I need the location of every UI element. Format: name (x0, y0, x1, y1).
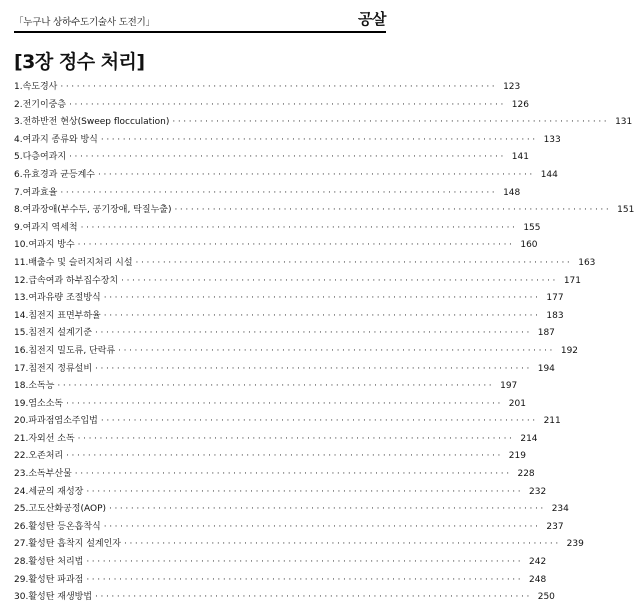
toc-entry-label: 20.파과점염소주입법 (14, 416, 98, 427)
toc-entry-label: 17.침전지 정류설비 (14, 363, 93, 374)
toc-entry[interactable] (14, 114, 633, 132)
toc-entry[interactable] (14, 413, 561, 431)
toc-entry-label: 27.활성탄 흡착지 설계인자 (14, 539, 121, 550)
toc-entry-label: 14.침전지 표면부하율 (14, 310, 101, 321)
toc-leader-dots: ················································································ (66, 451, 503, 462)
toc-entry-label: 4.여과지 종류와 방식 (14, 134, 98, 145)
toc-leader-dots: ················································································ (95, 328, 532, 339)
toc-entry[interactable] (14, 325, 555, 343)
toc-entry-label: 8.여과장애(부수두, 공기장애, 탁질누출) (14, 205, 172, 216)
toc-entry-page: 214 (520, 433, 538, 444)
toc-leader-dots: ················································································ (103, 310, 541, 321)
toc-entry[interactable] (14, 149, 529, 167)
toc-entry[interactable] (14, 202, 634, 220)
toc-entry-label: 30.활성탄 재생방법 (14, 592, 93, 603)
toc-entry-page: 131 (615, 117, 633, 128)
toc-entry[interactable] (14, 220, 541, 238)
toc-leader-dots: ················································································ (57, 381, 495, 392)
toc-entry-page: 234 (551, 504, 569, 515)
chapter-title: [3장 정수 처리] (14, 51, 145, 73)
toc-entry[interactable] (14, 466, 535, 484)
toc-leader-dots: ················································································ (86, 574, 524, 585)
book-title: 「누구나 상하수도기술사 도전기」 (14, 17, 155, 28)
toc-entry-page: 219 (508, 451, 526, 462)
toc-entry-label: 6.유효경과 균등계수 (14, 169, 96, 180)
toc-entry-page: 239 (566, 539, 584, 550)
toc-entry-label: 23.소독부산물 (14, 469, 72, 480)
toc-entry-page: 228 (517, 469, 535, 480)
toc-entry-label: 7.여과효율 (14, 187, 58, 198)
toc-entry-page: 144 (540, 169, 558, 180)
toc-leader-dots: ················································································ (69, 99, 506, 110)
toc-leader-dots: ················································································ (80, 222, 518, 233)
toc-leader-dots: ················································································ (60, 187, 498, 198)
toc-entry-page: 197 (500, 381, 518, 392)
toc-entry[interactable] (14, 167, 558, 185)
toc-entry-page: 148 (503, 187, 521, 198)
toc-entry[interactable] (14, 185, 521, 203)
toc-leader-dots: ················································································ (103, 521, 541, 532)
toc-entry-page: 155 (523, 222, 541, 233)
publisher-logo: 공살 (358, 10, 386, 28)
toc-entry[interactable] (14, 255, 596, 273)
toc-leader-dots: ················································································ (77, 433, 515, 444)
toc-entry[interactable] (14, 132, 561, 150)
toc-entry-label: 16.침전지 밀도류, 단락류 (14, 345, 116, 356)
toc-entry-page: 183 (546, 310, 564, 321)
toc-entry[interactable] (14, 554, 547, 572)
toc-leader-dots: ················································································ (95, 592, 532, 603)
toc-entry-page: 248 (529, 574, 547, 585)
toc-entry-page: 201 (508, 398, 526, 409)
toc-entry[interactable] (14, 501, 569, 519)
toc-leader-dots: ················································································ (74, 469, 512, 480)
toc-entry[interactable] (14, 79, 521, 97)
toc-leader-dots: ················································································ (109, 504, 546, 515)
toc-entry-page: 250 (537, 592, 555, 603)
toc-entry-label: 10.여과지 방수 (14, 240, 75, 251)
toc-entry-page: 160 (520, 240, 538, 251)
toc-entry-page: 237 (546, 521, 564, 532)
toc-entry[interactable] (14, 519, 564, 537)
toc-entry[interactable] (14, 536, 584, 554)
toc-leader-dots: ················································································ (100, 134, 538, 145)
toc-entry-label: 9.여과지 역세척 (14, 222, 78, 233)
toc-leader-dots: ················································································ (135, 257, 573, 268)
toc-entry[interactable] (14, 273, 581, 291)
toc-leader-dots: ················································································ (77, 240, 515, 251)
toc-entry-page: 177 (546, 293, 564, 304)
toc-entry-label: 5.다층여과지 (14, 152, 67, 163)
toc-leader-dots: ················································································ (118, 345, 556, 356)
toc-entry[interactable] (14, 589, 555, 607)
toc-entry-page: 194 (537, 363, 555, 374)
toc-leader-dots: ················································································ (174, 205, 612, 216)
toc-entry-label: 21.자외선 소독 (14, 433, 75, 444)
toc-entry-label: 24.세균의 재성장 (14, 486, 84, 497)
toc-entry-page: 126 (511, 99, 529, 110)
toc-leader-dots: ················································································ (95, 363, 532, 374)
header-rule (14, 31, 386, 33)
page-header (14, 8, 386, 30)
toc-entry-page: 242 (529, 557, 547, 568)
toc-entry-page: 171 (563, 275, 581, 286)
toc-leader-dots: ················································································ (98, 169, 535, 180)
toc-entry-label: 3.전하반전 현상(Sweep flocculation) (14, 117, 170, 128)
toc-entry-label: 28.활성탄 처리법 (14, 557, 84, 568)
toc-entry-label: 2.전기이중층 (14, 99, 67, 110)
toc-entry-page: 141 (511, 152, 529, 163)
toc-entry[interactable] (14, 484, 547, 502)
toc-entry[interactable] (14, 378, 518, 396)
toc-leader-dots: ················································································ (69, 152, 506, 163)
toc-entry[interactable] (14, 97, 529, 115)
toc-entry[interactable] (14, 448, 526, 466)
toc-entry-label: 15.침전지 설계기준 (14, 328, 93, 339)
toc-entry-label: 12.급속여과 하부집수장치 (14, 275, 119, 286)
toc-leader-dots: ················································································ (172, 117, 610, 128)
toc-entry-label: 18.소독능 (14, 381, 55, 392)
toc-leader-dots: ················································································ (100, 416, 538, 427)
toc-leader-dots: ················································································ (121, 275, 558, 286)
toc-leader-dots: ················································································ (123, 539, 561, 550)
toc-entry[interactable] (14, 396, 526, 414)
toc-entry[interactable] (14, 290, 564, 308)
toc-leader-dots: ················································································ (86, 557, 524, 568)
toc-entry-page: 192 (560, 345, 579, 356)
toc-entry-label: 11.배출수 및 슬러지처리 시설 (14, 257, 133, 268)
toc-entry-label: 22.오존처리 (14, 451, 64, 462)
toc-leader-dots: ················································································ (86, 486, 524, 497)
toc-entry[interactable] (14, 308, 564, 326)
toc-leader-dots: ················································································ (103, 293, 541, 304)
toc-entry-page: 123 (503, 82, 521, 92)
toc-entry-page: 187 (537, 328, 555, 339)
toc-entry-page: 232 (529, 486, 547, 497)
toc-entry-label: 1.속도경사 (14, 82, 58, 92)
toc-entry-label: 26.활성탄 등온흡착식 (14, 521, 101, 532)
toc-entry[interactable] (14, 237, 538, 255)
toc-entry[interactable] (14, 572, 547, 590)
toc-entry-page: 163 (578, 257, 596, 268)
table-of-contents (14, 79, 634, 607)
toc-leader-dots: ················································································ (66, 398, 503, 409)
toc-entry-label: 29.활성탄 파과점 (14, 574, 84, 585)
toc-entry-label: 13.여과유량 조절방식 (14, 293, 101, 304)
toc-entry-page: 151 (617, 205, 634, 216)
toc-entry[interactable] (14, 361, 555, 379)
toc-entry-page: 133 (543, 134, 561, 145)
toc-entry-label: 19.염소소독 (14, 398, 64, 409)
toc-entry[interactable] (14, 343, 579, 361)
toc-entry-label: 25.고도산화공정(AOP) (14, 504, 107, 515)
toc-entry-page: 211 (543, 416, 561, 427)
toc-leader-dots: ················································································ (60, 82, 498, 92)
toc-entry[interactable] (14, 431, 538, 449)
